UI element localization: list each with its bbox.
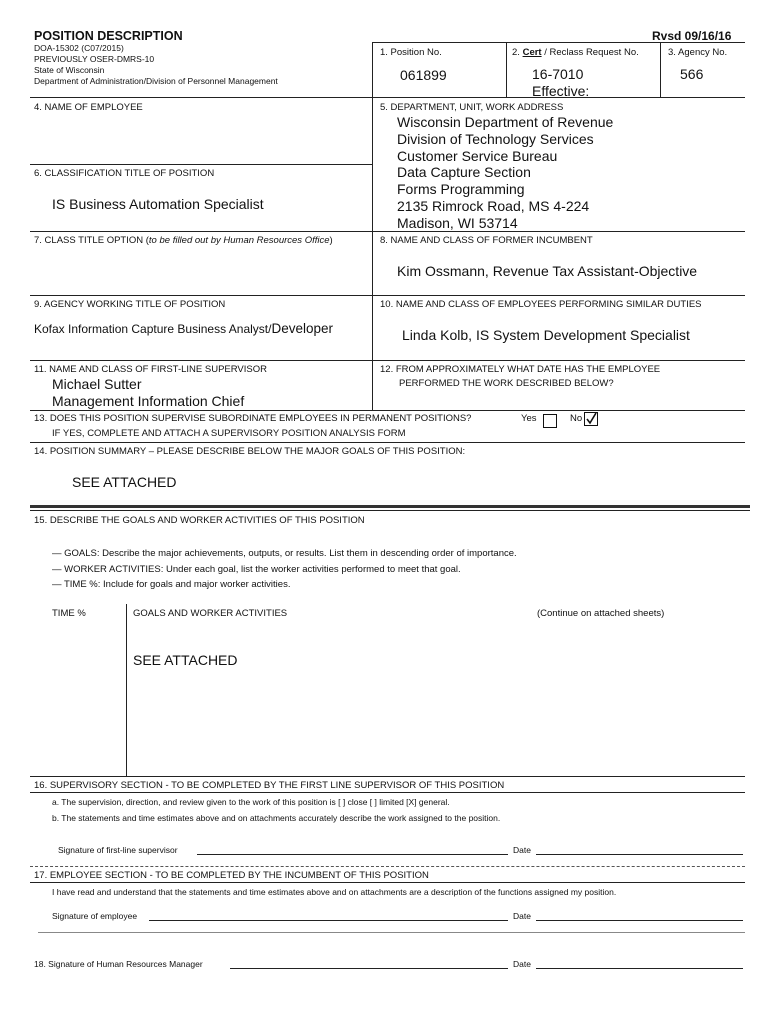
reclass-request-value[interactable]: 16-7010 [532, 66, 584, 82]
rule [372, 97, 373, 360]
rule [30, 97, 745, 98]
accuracy-statement: b. The statements and time estimates above and on attachments accurately describe the work assigned to the position. [52, 813, 501, 823]
working-title-value[interactable] [34, 321, 333, 336]
address-line: Forms Programming [397, 181, 525, 198]
address-line: 2135 Rimrock Road, MS 4-224 [397, 197, 590, 214]
supervisor-date-label: Date [513, 845, 531, 855]
checkmark-icon [585, 413, 597, 425]
instruction-bullet: — TIME %: Include for goals and major worker activities. [52, 579, 291, 590]
no-checkbox[interactable] [584, 412, 598, 426]
employee-date-line[interactable] [536, 920, 743, 921]
rule [30, 505, 750, 508]
supervisor-title[interactable]: Management Information Chief [52, 393, 245, 409]
cert-label-cert: Cert [522, 47, 542, 58]
form-line: PREVIOUSLY OSER-DMRS-10 [34, 54, 155, 64]
form-line: State of Wisconsin [34, 65, 105, 75]
supervisor-date-line[interactable] [536, 854, 743, 855]
rule [30, 776, 745, 777]
employee-date-label: Date [513, 911, 531, 921]
rule [506, 42, 507, 97]
goals-section-label: 15. DESCRIBE THE GOALS AND WORKER ACTIVITIES OF THIS POSITION [34, 515, 365, 526]
hr-manager-signature-line[interactable] [230, 968, 508, 969]
date-performed-label: 12. FROM APPROXIMATELY WHAT DATE HAS THE EMPLOYEE [380, 364, 661, 375]
time-percent-header: TIME % [52, 608, 86, 619]
former-incumbent-label: 8. NAME AND CLASS OF FORMER INCUMBENT [380, 235, 593, 246]
employee-signature-line[interactable] [149, 920, 508, 921]
address-line: Madison, WI 53714 [397, 214, 518, 231]
position-no-label: 1. Position No. [380, 47, 442, 58]
employee-signature-label: Signature of employee [52, 911, 138, 921]
rule [30, 792, 745, 793]
agency-no-value[interactable]: 566 [680, 66, 704, 82]
hr-manager-signature-label: 18. Signature of Human Resources Manager [34, 959, 203, 969]
address-line: Data Capture Section [397, 164, 531, 181]
instruction-bullet: — GOALS: Describe the major achievements, outputs, or results. List them in descending order of importance. [52, 548, 517, 559]
employee-acknowledgement: I have read and understand that the statements and time estimates above and on attachments are a description of the functions assigned my position. [52, 887, 617, 897]
supervision-level-text: a. The supervision, direction, and review given to the work of this position is [ ] close [ ] limited [X] general. [52, 797, 450, 807]
class-title-option-label [34, 235, 333, 246]
supervise-question-note: IF YES, COMPLETE AND ATTACH A SUPERVISORY POSITION ANALYSIS FORM [52, 428, 406, 439]
supervisor-signature-line[interactable] [197, 854, 508, 855]
employee-section-label: 17. EMPLOYEE SECTION - TO BE COMPLETED BY THE INCUMBENT OF THIS POSITION [34, 870, 429, 881]
address-line: Customer Service Bureau [397, 147, 558, 164]
rule [30, 510, 750, 511]
effective-label: Effective: [532, 83, 590, 99]
hr-manager-date-line[interactable] [536, 968, 743, 969]
working-title-b: Developer [271, 321, 334, 336]
form-line: Department of Administration/Division of Personnel Management [34, 76, 278, 86]
rule [30, 866, 745, 867]
address-line: Division of Technology Services [397, 130, 594, 147]
rule [30, 442, 745, 443]
department-label: 5. DEPARTMENT, UNIT, WORK ADDRESS [380, 102, 564, 113]
former-incumbent-value[interactable]: Kim Ossmann, Revenue Tax Assistant-Objective [397, 263, 698, 279]
rule [30, 231, 745, 232]
rule [372, 42, 745, 43]
working-title-a: Kofax Information Capture Business Analyst/ [34, 322, 272, 336]
position-summary-value[interactable]: SEE ATTACHED [72, 474, 177, 490]
class-title-option-note: to be filled out by Human Resources Office [148, 235, 330, 246]
yes-label: Yes [521, 413, 537, 424]
position-summary-label: 14. POSITION SUMMARY – PLEASE DESCRIBE BELOW THE MAJOR GOALS OF THIS POSITION: [34, 446, 466, 457]
goals-instructions [52, 546, 517, 593]
rule [30, 360, 745, 361]
rule [660, 42, 661, 97]
similar-duties-value[interactable]: Linda Kolb, IS System Development Specialist [402, 327, 690, 343]
continue-note: (Continue on attached sheets) [537, 608, 665, 619]
cert-label-rest: / Reclass Request No. [541, 47, 639, 58]
supervisor-label: 11. NAME AND CLASS OF FIRST-LINE SUPERVISOR [34, 364, 267, 375]
yes-checkbox[interactable] [543, 414, 557, 428]
rule [372, 42, 373, 97]
address-line: Wisconsin Department of Revenue [397, 114, 614, 130]
rule [372, 360, 373, 410]
department-address [397, 114, 613, 232]
class-title-option-a: 7. CLASS TITLE OPTION ( [34, 235, 149, 246]
rule [126, 604, 127, 776]
hr-manager-date-label: Date [513, 959, 531, 969]
rule [30, 410, 745, 411]
class-title-option-b: ) [329, 235, 333, 246]
position-no-value[interactable]: 061899 [400, 67, 447, 83]
rule [30, 882, 745, 883]
rule [30, 164, 372, 165]
instruction-bullet: — WORKER ACTIVITIES: Under each goal, list the worker activities performed to meet that goal. [52, 563, 461, 575]
supervise-question-label: 13. DOES THIS POSITION SUPERVISE SUBORDINATE EMPLOYEES IN PERMANENT POSITIONS? [34, 413, 472, 424]
working-title-label: 9. AGENCY WORKING TITLE OF POSITION [34, 299, 226, 310]
form-line: DOA-15302 (C07/2015) [34, 43, 124, 53]
supervisory-section-label: 16. SUPERVISORY SECTION - TO BE COMPLETED BY THE FIRST LINE SUPERVISOR OF THIS POSITION [34, 780, 505, 791]
classification-title-value[interactable]: IS Business Automation Specialist [52, 196, 264, 212]
supervisor-name[interactable]: Michael Sutter [52, 376, 142, 392]
similar-duties-label: 10. NAME AND CLASS OF EMPLOYEES PERFORMING SIMILAR DUTIES [380, 299, 702, 310]
form-id-block [34, 43, 278, 87]
date-performed-label-2: PERFORMED THE WORK DESCRIBED BELOW? [399, 378, 614, 389]
classification-title-label: 6. CLASSIFICATION TITLE OF POSITION [34, 168, 215, 179]
form-title: POSITION DESCRIPTION [34, 29, 183, 43]
revised-date: Rvsd 09/16/16 [652, 29, 732, 43]
cert-reclass-label [512, 47, 639, 58]
employee-name-label: 4. NAME OF EMPLOYEE [34, 102, 143, 113]
agency-no-label: 3. Agency No. [668, 47, 728, 58]
rule [30, 295, 745, 296]
goals-activities-header: GOALS AND WORKER ACTIVITIES [133, 608, 288, 619]
goals-activities-value[interactable]: SEE ATTACHED [133, 652, 238, 668]
supervisor-signature-label: Signature of first-line supervisor [58, 845, 178, 855]
rule [38, 932, 745, 933]
no-label: No [570, 413, 583, 424]
cert-label-num: 2. [512, 47, 520, 58]
